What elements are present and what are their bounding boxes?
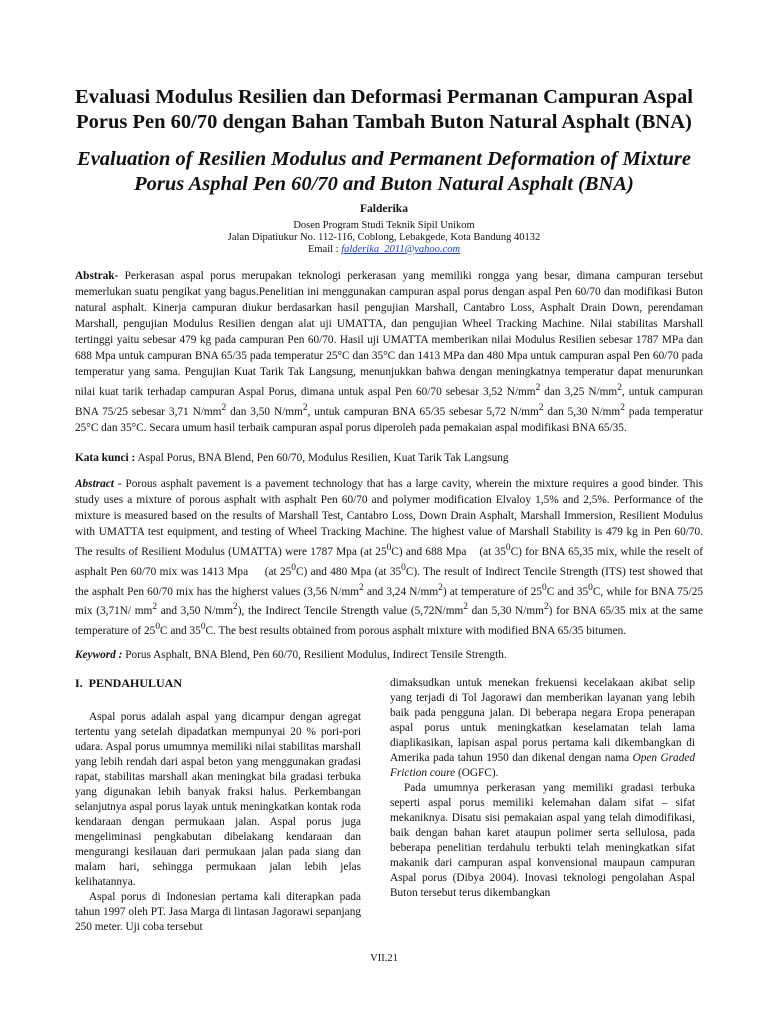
superscript: 2 — [538, 402, 544, 413]
superscript: 0 — [155, 622, 161, 633]
paper-title-english: Evaluation of Resilien Modulus and Permanent Deformation of Mixture Porus Asphal Pen 60/70 and Buton Natural Asphalt (BNA) — [77, 148, 691, 195]
superscript: 2 — [221, 402, 227, 413]
superscript: 2 — [617, 383, 622, 393]
keyword-label: Keyword : — [75, 649, 123, 661]
left-column — [75, 676, 361, 935]
abstrak-text: pada temperatur 25°C dan 35°C. Secara umum hasil terbaik campuran aspal porus diperoleh pada pemakaian aspal modifikasi BNA 65/35. — [75, 405, 703, 434]
kata-kunci-label: Kata kunci : — [75, 452, 136, 464]
abstract-text: C, while for BNA 75/25 mix (3,71N/ mm — [75, 585, 703, 618]
right-column — [390, 676, 695, 901]
superscript: 2 — [359, 582, 364, 593]
abstract-text: - Porous asphalt pavement is a pavement technology that has a large cavity, wherein the mixture requires a good binder. This study uses a mixture of porous asphalt with asphalt Pen 60/70 and polymer modification Elvaloy 1,5% and 2,5%. Performance of the mixture is measured based on the results of Marshall Test, Cantabro Loss, Down Drain Asphalt, Marshall Immersion, Resilient Modulus with UMATTA test equipment, and testing of Wheel Tracking Machine. The highest value of Marshall Stability is 479 kg in Pen 60/70. The results of Resilient Modulus (UMATTA) were 1787 Mpa (at 25 — [75, 478, 703, 558]
superscript: 0 — [386, 543, 392, 553]
abstrak-text: , untuk campuran BNA 75/25 sebesar 3,71 N/mm — [75, 385, 703, 418]
email-label: Email : — [307, 244, 339, 255]
abstract-text: and 3,24 N/mm — [363, 585, 439, 598]
intro-paragraph-3: Pada umumnya perkerasan yang memiliki gradasi terbuka seperti aspal porus memiliki kelemahan dalam sifat – sifat mekaniknya. Disatu sisi pemakaian aspal yang telah dimodifikasi, baik dengan bahan karet ataupun polimer serta sellulosa, pada beberapa penelitian terdahulu terbukti telah meningkatkan sifat makanik dari campuran aspal konvensional maupaun campuran Aspal porus (Dibya 2004). Inovasi teknologi pengolahan Aspal Buton tersebut terus dikembangkan — [390, 782, 695, 899]
superscript: 0 — [588, 582, 593, 593]
abstrak-text: , untuk campuran BNA 65/35 sebesar 5,72 N/mm — [307, 405, 539, 418]
abstract-text: C) and 688 Mpa (at 35 — [391, 545, 506, 558]
kata-kunci-text: Aspal Porus, BNA Blend, Pen 60/70, Modulus Resilien, Kuat Tarik Tak Langsung — [135, 452, 509, 464]
abstract-text: C and 35 — [546, 585, 589, 598]
abstrak-text: Perkerasan aspal porus merupakan teknologi perkerasan yang memiliki rongga yang besar, dimana campuran tersebut memerlukan suatu pengikat yang bagus.Penelitian ini menggunakan campuran aspal porus dengan aspal Pen 60/70 dan modifikasi Buton natural asphalt. Kinerja campuran diukur berdasarkan hasil pengujian Marshall, Cantabro Loss, Asphalt Drain Down, perendaman Marshall, pengujian Modulus Resilien dengan alat uji UMATTA, dan pengujian Wheel Tracking Machine. Nilai stabilitas Marshall tertinggi yaitu sebesar 479 kg pada campuran Pen 60/70. Hasil uji UMATTA memberikan nilai Modulus Resilien sebesar 1787 MPa dan 688 Mpa untuk campuran BNA 65/35 pada temperatur 25°C dan 35°C dan 1413 MPa dan 480 Mpa untuk campuran aspal Pen 60/70 pada temperatur yang sama. Pengujian Kuat Tarik Tak Langsung, menunjukkan bahwa dengan meningkatnya temperatur dapat menurunkan nilai kuat tarik terhadap campuran Aspal Porus, dimana untuk aspal Pen 60/70 sebesar 3,52 N/mm — [75, 270, 703, 398]
author-name: Falderika — [360, 203, 408, 215]
abstract-text: C) for BNA 65,35 mix, while the reselt of asphalt Pen 60/70 mix was 1413 Mpa (at 25 — [75, 545, 703, 578]
abstract-text: ), the Indirect Tencile Strength value (5,72N/mm — [237, 605, 464, 618]
abstract-text: dan 5,30 N/mm — [467, 605, 544, 618]
abstract-text: ) for BNA 65/35 mix at the same temperature of 25 — [75, 605, 703, 637]
superscript: 2 — [535, 383, 541, 393]
superscript: 0 — [505, 543, 511, 553]
intro-paragraph-1: Aspal porus adalah aspal yang dicampur dengan agregat tertentu yang setelah dipadatkan mempunyai 20 % pori-pori udara. Aspal porus umumnya memiliki nilai stabilitas marshall yang lebih rendah dari aspal beton yang menggunakan gradasi rapat, stabilitas marshall akan meningkat bila gradasi terbuka yang digunakan lebih banyak fraksi halus. Perkembangan selanjutnya aspal porus layak untuk meningkatkan kontak roda kendaraan dengan permukaan jalan. Aspal porus juga mengeliminasi pengkabutan dibelakang kendaraan dan mengurangi kesilauan dari permukaan jalan pada siang dan malam hari, sehingga permukaan jalan lebih jelas kelihatannya. — [75, 711, 361, 888]
kata-kunci-line — [75, 450, 703, 466]
superscript: 2 — [152, 602, 158, 613]
keyword-text: Porus Asphalt, BNA Blend, Pen 60/70, Resilient Modulus, Indirect Tensile Strength. — [122, 649, 507, 661]
superscript: 2 — [233, 602, 238, 613]
abstrak-paragraph — [75, 268, 703, 436]
author-email-line — [60, 244, 708, 256]
author-affiliation: Dosen Program Studi Teknik Sipil Unikom — [293, 220, 475, 231]
abstract-english-paragraph — [75, 476, 703, 639]
email-link[interactable]: falderika_2011@yahoo.com — [341, 244, 461, 255]
abstract-label: Abstract — [75, 478, 114, 490]
superscript: 2 — [543, 602, 549, 613]
paragraph-text: (OGFC). — [455, 767, 499, 779]
paragraph-italic-term: Open Graded Friction coure — [390, 752, 696, 779]
intro-paragraph-continued — [390, 676, 695, 781]
superscript: 2 — [463, 602, 468, 613]
section-heading: I. PENDAHULUAN — [75, 676, 183, 690]
author-block — [60, 202, 708, 256]
author-address: Jalan Dipatiukur No. 112-116, Coblong, Lebakgede, Kota Bandung 40132 — [227, 232, 541, 243]
superscript: 0 — [401, 562, 406, 573]
abstract-text: C and 35 — [160, 624, 201, 637]
intro-paragraph-2: Aspal porus di Indonesian pertama kali diterapkan pada tahun 1997 oleh PT. Jasa Marga di lintasan Jagorawi sepanjang 250 meter. Uji coba tersebut — [75, 891, 361, 933]
abstract-text: ) at temperature of 25 — [442, 585, 542, 598]
abstract-text: C). The result of Indirect Tencile Strength (ITS) test showed that the asphalt Pen 60/70 mix has the higherst values (3,56 N/mm — [75, 565, 704, 598]
abstract-text: C) and 480 Mpa (at 35 — [296, 565, 402, 578]
abstrak-text: dan 3,25 N/mm — [540, 385, 618, 398]
paper-title-indonesian: Evaluasi Modulus Resilien dan Deformasi Permanan Campuran Aspal Porus Pen 60/70 dengan Bahan Tambah Buton Natural Asphalt (BNA) — [75, 86, 693, 133]
superscript: 0 — [541, 582, 547, 593]
abstrak-text: dan 3,50 N/mm — [226, 405, 303, 418]
superscript: 2 — [438, 582, 443, 593]
abstract-text: C. The best results obtained from porous asphalt mixture with modified BNA 65/35 bitumen. — [205, 624, 627, 637]
superscript: 2 — [302, 402, 308, 413]
abstrak-text: dan 5,30 N/mm — [543, 405, 621, 418]
superscript: 0 — [200, 622, 206, 633]
page-number: VII.21 — [370, 953, 398, 964]
abstrak-label: Abstrak- — [75, 270, 119, 282]
superscript: 2 — [620, 402, 625, 413]
abstract-text: and 3,50 N/mm — [157, 605, 233, 618]
paragraph-text: dimaksudkan untuk menekan frekuensi kecelakaan akibat selip yang terjadi di Tol Jagorawi dan memberikan layanan yang lebih baik pada pengguna jalan. Di beberapa negara Eropa penerapan aspal porus untuk meningkatkan keselamatan telah lama diaplikasikan, lapisan aspal porus pertama kali dikembangkan di Amerika pada tahun 1950 dan dikenal dengan nama — [390, 677, 695, 764]
superscript: 0 — [291, 562, 296, 573]
keyword-line — [75, 647, 703, 663]
